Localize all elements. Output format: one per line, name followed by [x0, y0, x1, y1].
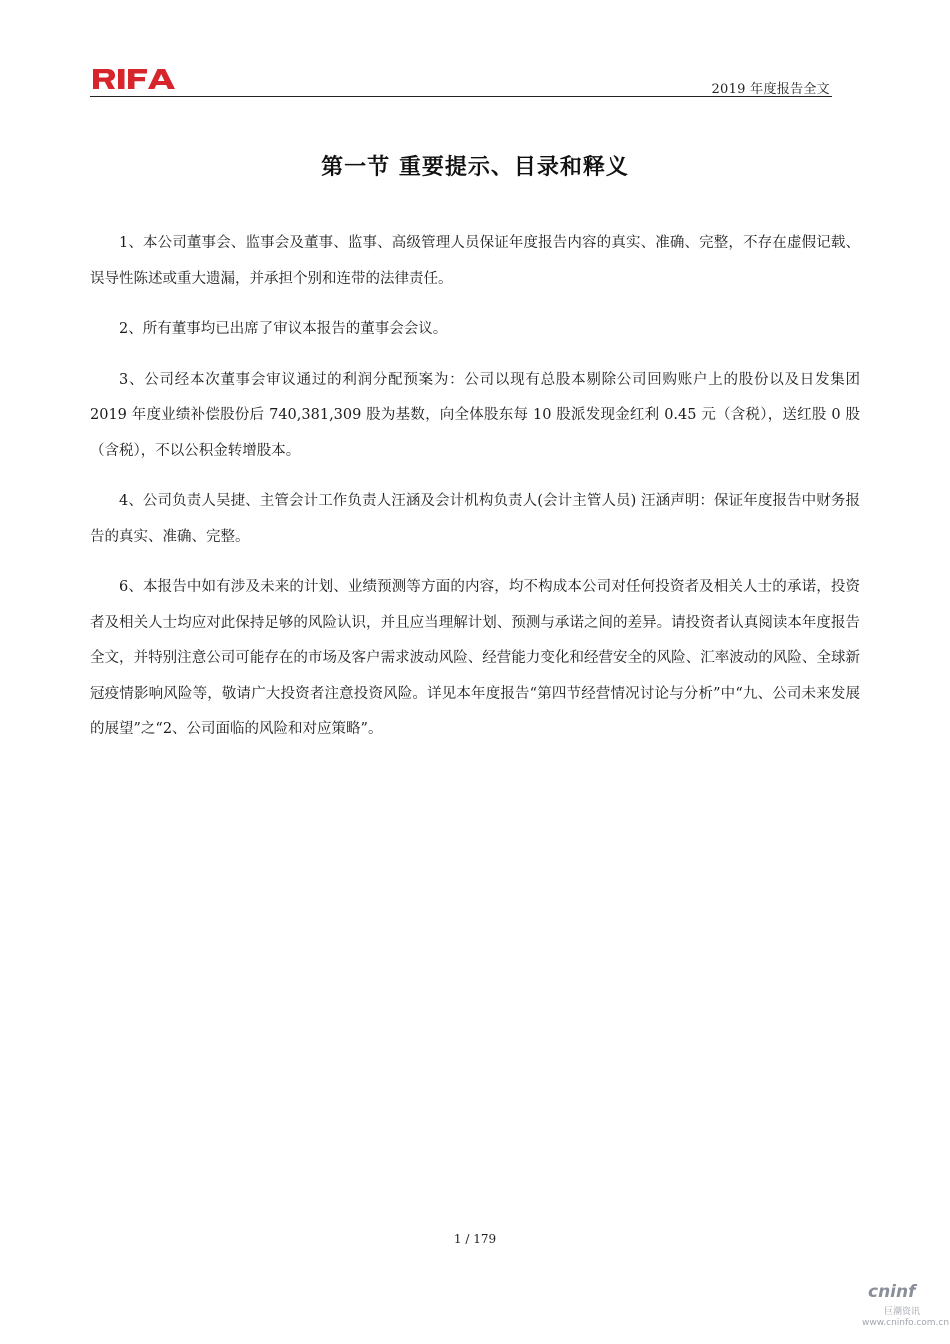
- watermark-brand: cninf: [868, 1282, 916, 1302]
- notice-paragraph-4: 4、公司负责人吴捷、主管会计工作负责人汪涵及会计机构负责人(会计主管人员) 汪涵声明：保证年度报告中财务报告的真实、准确、完整。: [90, 493, 860, 545]
- report-title: 2019 年度报告全文: [711, 82, 830, 97]
- cninfo-watermark: [862, 1280, 950, 1334]
- page-number: 1 / 179: [453, 1232, 497, 1246]
- watermark-subtitle: 巨潮资讯: [884, 1307, 921, 1317]
- body-text: [90, 226, 860, 763]
- section-title: 第一节 重要提示、目录和释义: [321, 155, 629, 180]
- notice-paragraph-2: 2、所有董事均已出席了审议本报告的董事会会议。: [119, 321, 448, 337]
- rifa-logo: [93, 67, 185, 91]
- notice-paragraph-3: 3、公司经本次董事会审议通过的利润分配预案为：公司以现有总股本剔除公司回购账户上的股份以及日发集团 2019 年度业绩补偿股份后 740,381,309 股为基数，向全体股东每 10 股派发现金红利 0.45 元（含税），送红股 0 股（含税），不以公积金转增股本。: [90, 371, 860, 459]
- rifa-logo-text: RIFA: [93, 65, 96, 66]
- notice-paragraph-1: 1、本公司董事会、监事会及董事、监事、高级管理人员保证年度报告内容的真实、准确、完整，不存在虚假记载、误导性陈述或重大遗漏，并承担个别和连带的法律责任。: [90, 235, 860, 287]
- watermark-url: www.cninfo.com.cn: [862, 1318, 950, 1328]
- header-divider: [90, 96, 832, 97]
- notice-paragraph-6: 6、本报告中如有涉及未来的计划、业绩预测等方面的内容，均不构成本公司对任何投资者及相关人士的承诺，投资者及相关人士均应对此保持足够的风险认识，并且应当理解计划、预测与承诺之间的差异。请投资者认真阅读本年度报告全文，并特别注意公司可能存在的市场及客户需求波动风险、经营能力变化和经营安全的风险、汇率波动的风险、全球新冠疫情影响风险等，敬请广大投资者注意投资风险。详见本年度报告“第四节经营情况讨论与分析”中“九、公司未来发展的展望”之“2、公司面临的风险和对应策略”。: [90, 579, 860, 737]
